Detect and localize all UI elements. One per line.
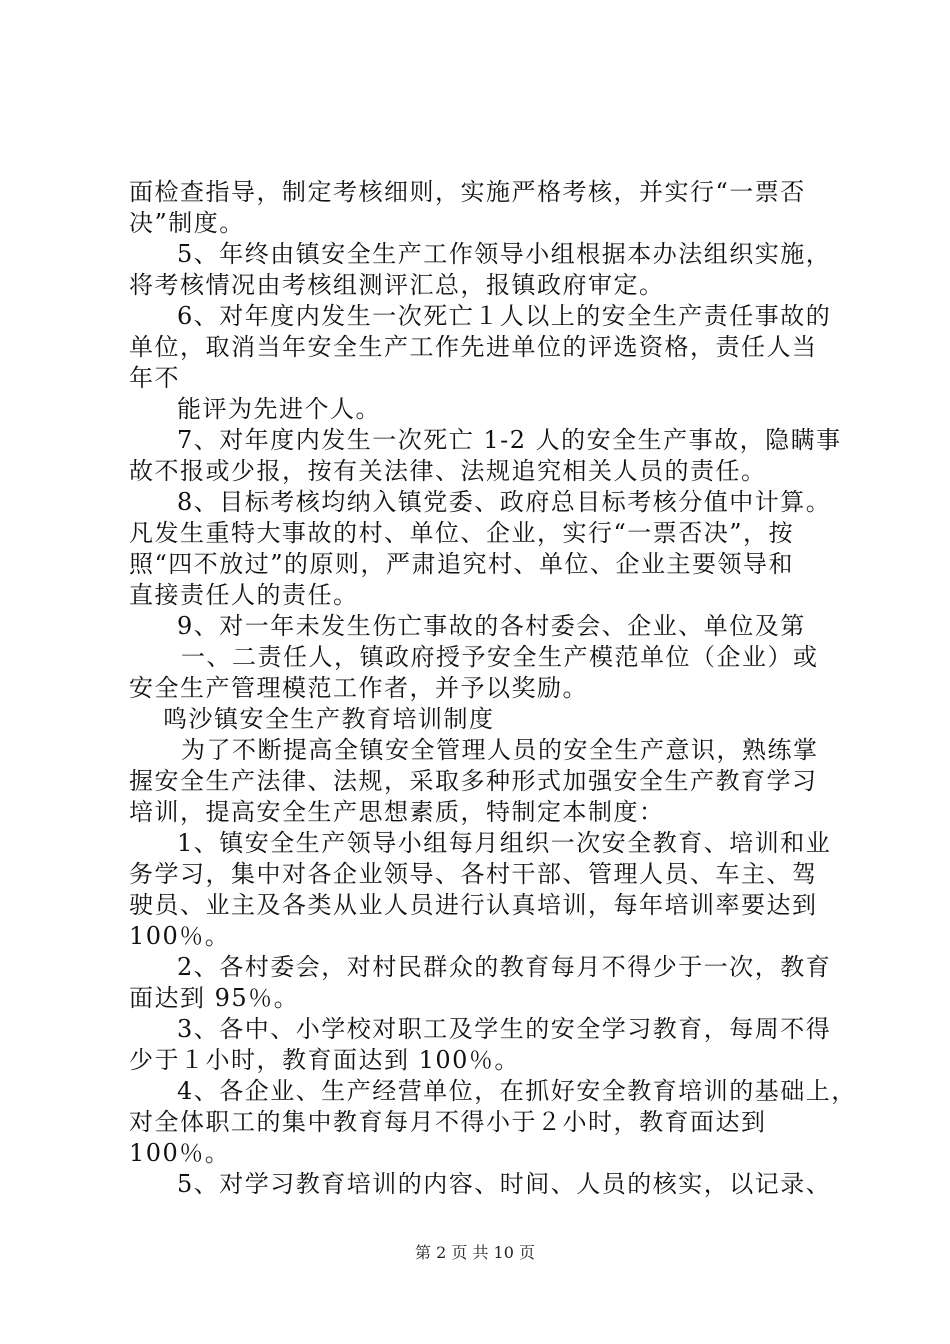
text-line: 对全体职工的集中教育每月不得小于２小时，教育面达到 (129, 1108, 767, 1136)
text-line: 7、对年度内发生一次死亡 1-2 人的安全生产事故，隐瞒事 (177, 426, 842, 454)
text-line: 握安全生产法律、法规，采取多种形式加强安全生产教育学习 (129, 767, 818, 795)
text-line: 2、各村委会，对村民群众的教育每月不得少于一次，教育 (177, 953, 832, 981)
text-line: 安全生产管理模范工作者，并予以奖励。 (129, 674, 588, 702)
text-line: 故不报或少报，按有关法律、法规追究相关人员的责任。 (129, 457, 767, 485)
page-number-footer: 第 2 页 共 10 页 (415, 1243, 535, 1262)
text-line: 面达到 95％。 (129, 984, 300, 1012)
text-line: 凡发生重特大事故的村、单位、企业，实行“一票否决”，按 (129, 519, 795, 547)
text-line: 年不 (129, 364, 180, 392)
text-line: 100％。 (129, 922, 231, 950)
text-line: 一、二责任人，镇政府授予安全生产模范单位（企业）或 (181, 643, 819, 671)
text-line: 务学习，集中对各企业领导、各村干部、管理人员、车主、驾 (129, 860, 818, 888)
text-line: 9、对一年未发生伤亡事故的各村委会、企业、单位及第 (177, 612, 806, 640)
text-line: 6、对年度内发生一次死亡１人以上的安全生产责任事故的 (177, 302, 832, 330)
text-line: 培训，提高安全生产思想素质，特制定本制度： (129, 798, 665, 826)
text-line: 为了不断提高全镇安全管理人员的安全生产意识，熟练掌 (181, 736, 819, 764)
text-line: 直接责任人的责任。 (129, 581, 359, 609)
text-line: 面检查指导，制定考核细则，实施严格考核，并实行“一票否 (129, 178, 806, 206)
text-line: 5、对学习教育培训的内容、时间、人员的核实，以记录、 (177, 1170, 832, 1198)
text-line: 5、年终由镇安全生产工作领导小组根据本办法组织实施， (177, 240, 832, 268)
text-line: 100％。 (129, 1139, 231, 1167)
text-line: 驶员、业主及各类从业人员进行认真培训，每年培训率要达到 (129, 891, 818, 919)
text-line: 少于１小时，教育面达到 100％。 (129, 1046, 520, 1074)
text-line: 能评为先进个人。 (177, 395, 381, 423)
text-line: 照“四不放过”的原则，严肃追究村、单位、企业主要领导和 (129, 550, 795, 578)
section-heading: 鸣沙镇安全生产教育培训制度 (163, 705, 495, 733)
text-line: 1、镇安全生产领导小组每月组织一次安全教育、培训和业 (177, 829, 832, 857)
text-line: 决”制度。 (129, 209, 245, 237)
text-line: 单位，取消当年安全生产工作先进单位的评选资格，责任人当 (129, 333, 818, 361)
document-body (129, 177, 857, 1200)
text-line: 3、各中、小学校对职工及学生的安全学习教育，每周不得 (177, 1015, 832, 1043)
text-line: 4、各企业、生产经营单位，在抓好安全教育培训的基础上， (177, 1077, 857, 1105)
text-line: 8、目标考核均纳入镇党委、政府总目标考核分值中计算。 (177, 488, 832, 516)
text-line: 将考核情况由考核组测评汇总，报镇政府审定。 (129, 271, 665, 299)
